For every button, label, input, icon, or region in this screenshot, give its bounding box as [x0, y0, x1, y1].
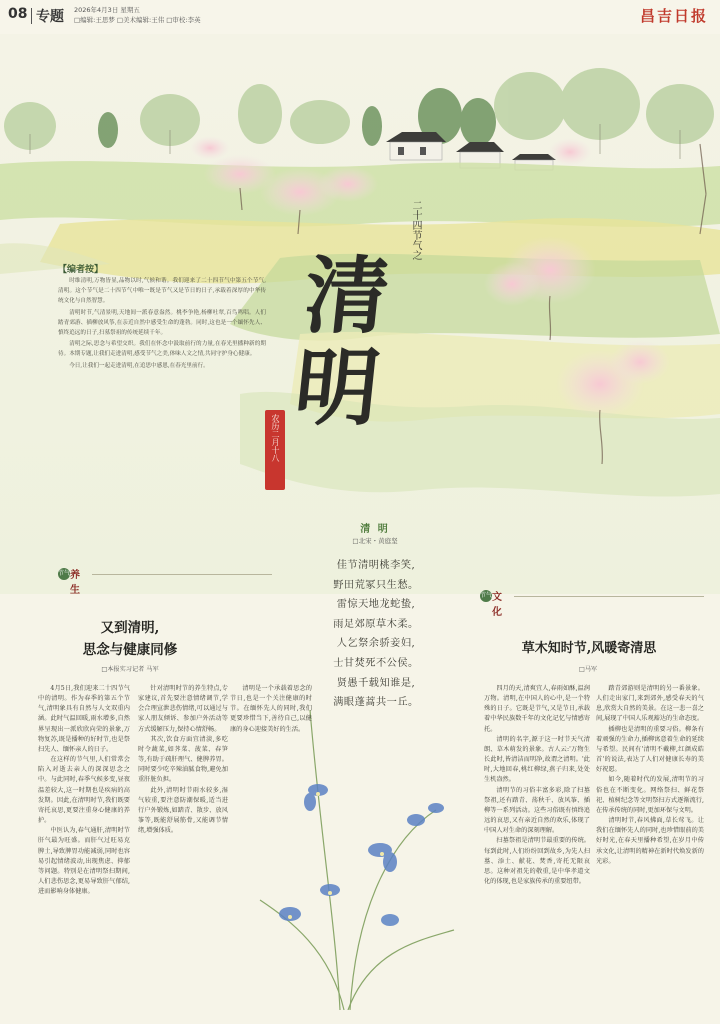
- seal-text: 农历二月十八: [271, 414, 280, 462]
- poem-line: 人乞祭余骄妾妇,: [336, 638, 416, 650]
- newspaper-logo: 昌吉日报: [639, 7, 708, 25]
- poem-line: 佳节清明桃李笑,: [336, 560, 416, 571]
- poem-line: 雷惊天地龙蛇蛰,: [336, 599, 416, 611]
- editor-note-paragraph: 清明时节,气清景明,天地间一派春意盎然。桃李争艳,杨柳吐翠,百鸟鸣唱。人们踏青郊游、插柳放风筝,在亲近自然中感受生命的蓬勃。同时,这也是一个缅怀先人、慎终追远的日子,扫墓祭祖的传统延续千年。: [58, 309, 266, 337]
- title-char: 明: [289, 338, 385, 437]
- title-char: 清: [299, 246, 395, 345]
- article-paragraph: 清明时节,春风拂面,草长莺飞。让我们在缅怀先人的同时,也珍惜眼前的美好时光,在春天里播种希望,在岁月中传承文化,让清明的精神在新时代焕发新的光彩。: [596, 817, 704, 865]
- poem-line: 满眼蓬蒿共一丘。: [333, 697, 419, 709]
- right-article-headline: 草木知时节,风暖寄清思: [521, 641, 657, 656]
- right-article-column: [596, 684, 704, 1016]
- article-paragraph: 扫墓祭祖是清明节最重要的传统。每到此时,人们纷纷回到故乡,为先人扫墓、添土、献花、焚香,寄托无限哀思。这种对祖先的敬重,是中华孝道文化的体现,也是家族传承的重要纽带。: [484, 837, 590, 885]
- article-paragraph: 针对清明时节的养生特点,专家建议,首先要注意情绪调节,学会合理宣泄悲伤情绪,可以通过与家人朋友倾诉、参加户外活动等方式缓解压力,保持心情舒畅。: [138, 685, 228, 733]
- poem-body: [311, 556, 441, 713]
- editor-note-paragraph: 清明之际,思念与希望交织。我们在怀念中汲取前行的力量,在春光里播种新的期待。本期专题,让我们走进清明,感受节气之美,体味人文之情,共同守护身心健康。: [58, 341, 266, 358]
- left-article-column: [38, 684, 130, 1016]
- poem-line: 贤愚千载知谁是,: [336, 677, 416, 689]
- page-header: [0, 0, 720, 35]
- article-paragraph: 如今,随着时代的发展,清明节的习俗也在不断变化。网络祭扫、鲜花祭祀、植树纪念等文明祭扫方式逐渐流行,在传承传统的同时,更加环保与文明。: [596, 776, 704, 814]
- badge-divider: [92, 574, 272, 575]
- health-badge: [58, 566, 88, 596]
- header-info: [74, 5, 201, 25]
- left-article-column: [230, 684, 312, 804]
- article-paragraph: 中医认为,春气通肝,清明时节肝气最为旺盛。而肝气过旺易克脾土,导致脾胃功能减弱,同时也容易引起情绪波动,出现焦虑、抑郁等问题。特别是在清明祭扫期间,人们悲伤思念,更易导致肝气郁结,进而影响身体健康。: [38, 827, 130, 896]
- poem-line: 野田荒冢只生愁。: [333, 579, 419, 591]
- culture-badge: [480, 588, 510, 618]
- left-article-byline: □本报实习记者 马军: [101, 666, 159, 673]
- article-paragraph: 清明节的习俗丰富多彩,除了扫墓祭祖,还有踏青、荡秋千、放风筝、插柳等一系列活动。这些习俗既有慎终追远的哀思,又有亲近自然的欢乐,体现了中国人对生命的深刻理解。: [484, 786, 590, 835]
- lunar-date-seal: [265, 410, 285, 490]
- badge-circle: 节气: [58, 568, 70, 580]
- article-paragraph: 插柳也是清明的重要习俗。柳条有着顽强的生命力,插柳寓意着生命的延续与希望。民间有'清明不戴柳,红颜成皓首'的说法,表达了人们对健康长寿的美好祝愿。: [596, 725, 704, 774]
- right-article-byline: □马军: [578, 666, 598, 673]
- left-article-column: [138, 684, 228, 1016]
- article-paragraph: 其次,饮食方面宜清淡,多吃时令蔬菜,如荠菜、菠菜、春笋等,有助于疏肝理气、健脾养胃。同时要少吃辛辣油腻食物,避免加重肝脏负担。: [138, 735, 228, 784]
- section-name: 专题: [36, 9, 64, 25]
- header-divider: [31, 8, 32, 24]
- article-paragraph: 在这样的节气里,人们常常会陷入对逝去亲人的深深思念之中。与此同时,春季气候多变,昼夜温差较大,这一时期也是疾病的高发期。因此,在清明时节,我们既要寄托哀思,更要注重身心健康的养护。: [38, 756, 130, 825]
- article-paragraph: 此外,清明时节雨水较多,湿气较重,要注意防潮保暖,适当进行户外锻炼,如踏青、散步、放风筝等,既能舒展筋骨,又能调节情绪,增强体质。: [138, 786, 228, 835]
- article-paragraph: 四月的天,清爽宜人,春雨如酥,温润万物。清明,在中国人的心中,是一个特殊的日子。它既是节气,又是节日,承载着中华民族数千年的文化记忆与情感寄托。: [484, 685, 590, 733]
- header-date: 2026年4月3日 星期五: [74, 6, 140, 14]
- article-paragraph: 清明是一个承载着思念的节日,也是一个关注健康的时节。在缅怀先人的同时,我们更要珍惜当下,善待自己,以健康的身心迎接美好的生活。: [230, 685, 312, 733]
- editor-note-body: [58, 276, 266, 372]
- headline-line: 又到清明,: [100, 620, 160, 636]
- editor-note-paragraph: 今日,让我们一起走进清明,在追思中感恩,在春光里前行。: [69, 362, 209, 369]
- header-editors: □编辑:王思梦 □美术编辑:王伟 □审校:李英: [74, 16, 201, 24]
- editor-note-paragraph: 时维清明,万物皆显,品物以时,气候和谐。我们迎来了二十四节气中第五个节气,清明。这个节气是二十四节气中唯一既是节气又是节日的日子,承载着深厚的中华传统文化与自然智慧。: [58, 278, 266, 305]
- kicker-text: 二十四节气之: [410, 200, 421, 260]
- poem-author: □北宋・黄庭坚: [352, 537, 398, 545]
- badge-label: 文化: [492, 592, 502, 618]
- badge-circle: 节气: [480, 590, 492, 602]
- poem-title: 清 明: [360, 524, 390, 535]
- article-paragraph: 清明的名字,源于这一时节天气清朗、草木萌发的景象。古人云:'万物生长此时,皆清洁而明净,故谓之清明。'此时,大地回春,桃红柳绿,燕子归来,处处生机盎然。: [484, 735, 590, 784]
- article-paragraph: 4月5日,我们迎来二十四节气中的清明。作为春季的第五个节气,清明象具有自然与人文双重内涵。此时气温回暖,雨水增多,自然界呈现出一派欣欣向荣的景象,万物复苏,既是播种的好时节,也是祭扫先人、缅怀亲人的日子。: [38, 685, 130, 753]
- badge-label: 养生: [70, 570, 80, 596]
- right-article-column: [484, 684, 590, 1016]
- editor-note-title: 【编者按】: [58, 265, 104, 275]
- badge-divider: [514, 596, 704, 597]
- page-number: 08: [8, 6, 28, 22]
- headline-line: 思念与健康同修: [82, 642, 178, 658]
- article-paragraph: 踏青郊游则是清明的另一番景象。人们走出家门,来到郊外,感受春天的气息,欣赏大自然的美景。在这一悲一喜之间,展现了中国人乐观豁达的生命态度。: [596, 685, 704, 723]
- poem-line: 雨足郊原草木柔。: [333, 618, 419, 630]
- page-title: [272, 246, 411, 437]
- poem-line: 士甘焚死不公侯。: [333, 657, 419, 669]
- left-article-headline: [20, 617, 240, 661]
